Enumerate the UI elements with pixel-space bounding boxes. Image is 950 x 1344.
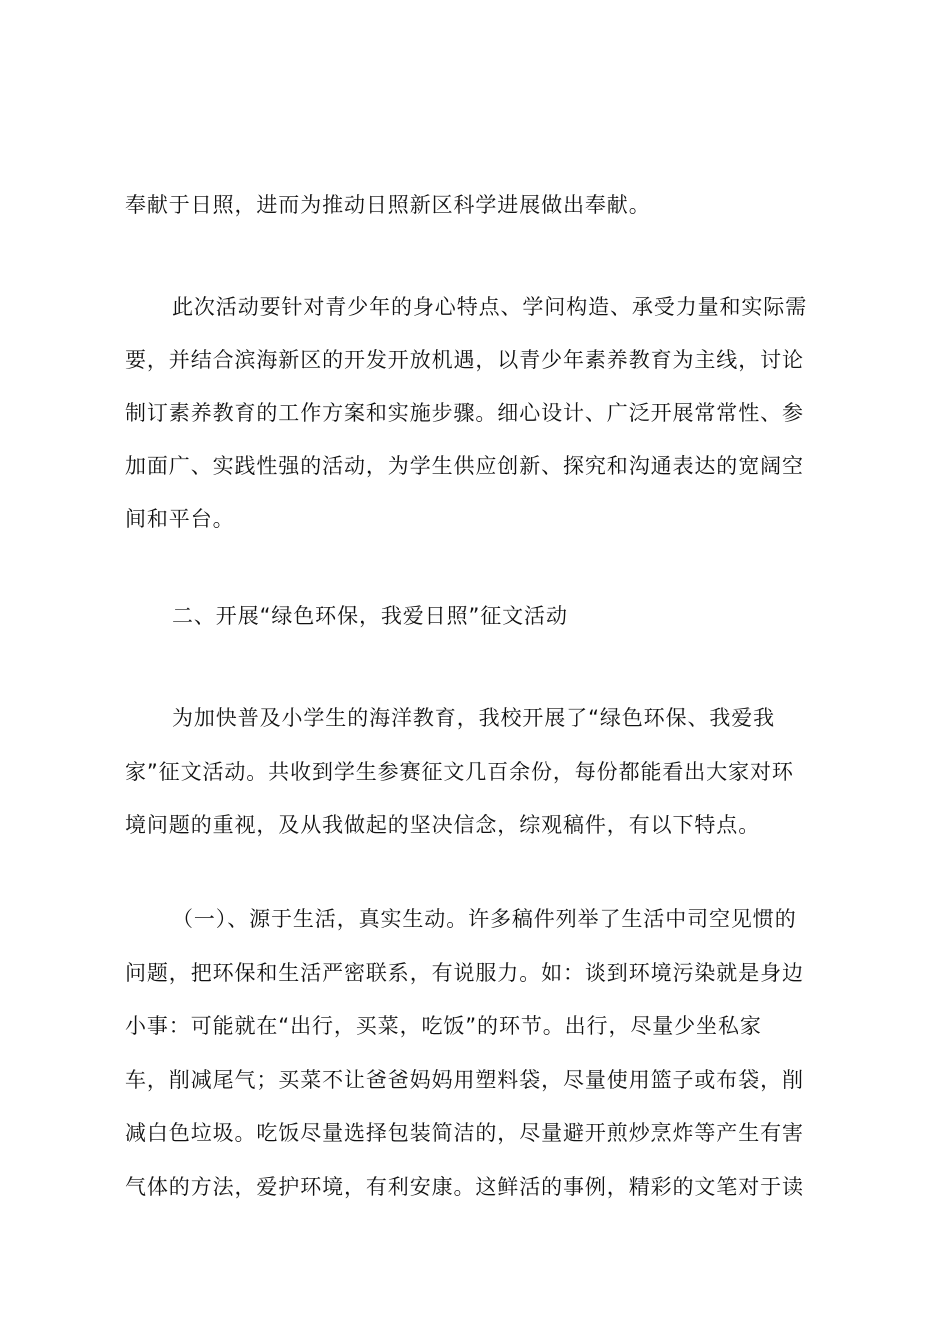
text-line: 此次活动要针对青少年的身心特点、学问构造、承受力量和实际需 [172,295,808,319]
text-line: 间和平台。 [125,507,235,531]
text-line: 车，削减尾气；买菜不让爸爸妈妈用塑料袋，尽量使用篮子或布袋，削 [125,1068,804,1092]
text-line: 小事：可能就在“出行，买菜，吃饭”的环节。出行，尽量少坐私家 [125,1014,762,1038]
text-line: 气体的方法，爱护环境，有利安康。这鲜活的事例，精彩的文笔对于读 [125,1175,804,1199]
section-heading: 二、开展“绿色环保，我爱日照”征文活动 [172,604,568,628]
text-line: 为加快普及小学生的海洋教育，我校开展了“绿色环保、我爱我 [172,706,776,730]
text-line: 奉献于日照，进而为推动日照新区科学进展做出奉献。 [125,193,651,217]
text-line: （一）、源于生活，真实生动。许多稿件列举了生活中司空见惯的 [172,907,797,931]
text-line: 要，并结合滨海新区的开发开放机遇，以青少年素养教育为主线，讨论 [125,348,804,372]
text-line: 家”征文活动。共收到学生参赛征文几百余份，每份都能看出大家对环 [125,760,794,784]
text-line: 减白色垃圾。吃饭尽量选择包装简洁的，尽量避开煎炒烹炸等产生有害 [125,1121,804,1145]
text-line: 境问题的重视，及从我做起的坚决信念，综观稿件，有以下特点。 [125,813,761,837]
text-line: 加面广、实践性强的活动，为学生供应创新、探究和沟通表达的宽阔空 [125,454,804,478]
text-line: 制订素养教育的工作方案和实施步骤。细心设计、广泛开展常常性、参 [125,401,804,425]
text-line: 问题，把环保和生活严密联系，有说服力。如：谈到环境污染就是身边 [125,961,804,985]
